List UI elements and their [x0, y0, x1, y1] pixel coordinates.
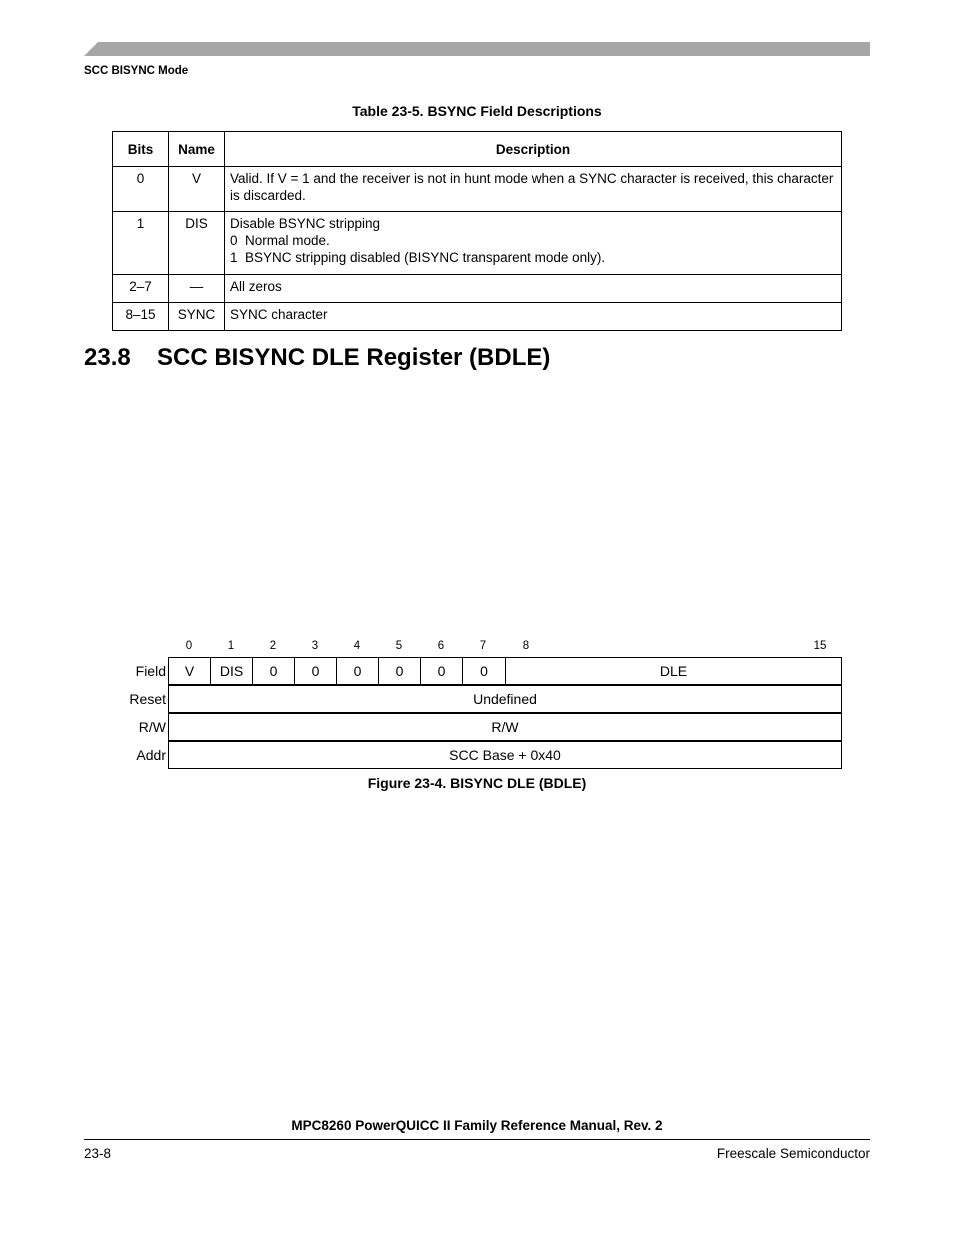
cell-description [225, 167, 842, 212]
row-label-reset: Reset [129, 691, 166, 707]
register-field-row [168, 657, 842, 685]
row-label-field: Field [135, 663, 166, 679]
cell-name: — [169, 275, 225, 303]
cell-description [225, 212, 842, 275]
figure-caption: Figure 23-4. BISYNC DLE (BDLE) [367, 775, 587, 791]
section-number: 23.8 [84, 344, 131, 371]
header-bar [84, 42, 870, 56]
company-name: Freescale Semiconductor [716, 1146, 870, 1161]
table-header-row [113, 132, 842, 167]
row-label-addr: Addr [136, 747, 166, 763]
description-line: All zeros [230, 279, 282, 294]
table-row [113, 212, 842, 275]
bit-number: 4 [353, 640, 361, 652]
register-field-cell: 0 [463, 658, 506, 684]
cell-description [225, 275, 842, 303]
column-header-description: Description [225, 132, 842, 167]
table-row [113, 303, 842, 331]
register-field-cell: 0 [253, 658, 295, 684]
cell-name: V [169, 167, 225, 212]
register-rw-row [168, 713, 842, 741]
register-field-cell: 0 [421, 658, 463, 684]
register-field-cell: 0 [379, 658, 421, 684]
column-header-bits: Bits [113, 132, 169, 167]
running-head: SCC BISYNC Mode [84, 65, 189, 77]
row-label-rw: R/W [138, 719, 166, 735]
addr-value: SCC Base + 0x40 [449, 747, 561, 763]
bit-number-row [0, 640, 954, 654]
description-line: Valid. If V = 1 and the receiver is not in hunt mode when a SYNC character is received, this character is discarded. [230, 171, 834, 203]
bit-number: 8 [522, 640, 530, 652]
cell-description [225, 303, 842, 331]
page-number: 23-8 [84, 1146, 112, 1161]
bit-number: 5 [395, 640, 403, 652]
cell-bits: 1 [113, 212, 169, 275]
description-line: 1 BSYNC stripping disabled (BISYNC transparent mode only). [230, 250, 606, 265]
register-field-cell: DIS [211, 658, 253, 684]
bit-number: 2 [269, 640, 277, 652]
register-reset-row [168, 685, 842, 713]
table-row [113, 275, 842, 303]
bit-number: 3 [311, 640, 319, 652]
description-line: 0 Normal mode. [230, 233, 330, 248]
section-title: SCC BISYNC DLE Register (BDLE) [157, 344, 551, 371]
register-field-cell: DLE [659, 663, 688, 679]
bit-number: 7 [479, 640, 487, 652]
bit-number: 15 [813, 640, 827, 652]
table-caption: Table 23-5. BSYNC Field Descriptions [352, 103, 602, 119]
bit-number: 1 [227, 640, 235, 652]
section-heading [84, 344, 550, 372]
column-header-name: Name [169, 132, 225, 167]
cell-name: DIS [169, 212, 225, 275]
cell-bits: 2–7 [113, 275, 169, 303]
cell-name: SYNC [169, 303, 225, 331]
cell-bits: 0 [113, 167, 169, 212]
register-field-cell: 0 [295, 658, 337, 684]
register-field-cell: V [169, 658, 211, 684]
description-line: Disable BSYNC stripping [230, 216, 381, 231]
description-line: SYNC character [230, 307, 328, 322]
bit-number: 0 [185, 640, 193, 652]
field-descriptions-table [112, 131, 842, 331]
footer-rule [84, 1139, 870, 1140]
register-field-cell: 0 [337, 658, 379, 684]
bit-number: 6 [437, 640, 445, 652]
cell-bits: 8–15 [113, 303, 169, 331]
footer-title: MPC8260 PowerQUICC II Family Reference Manual, Rev. 2 [291, 1118, 663, 1133]
table-row [113, 167, 842, 212]
register-addr-row [168, 741, 842, 769]
reset-value: Undefined [473, 691, 537, 707]
rw-value: R/W [491, 719, 519, 735]
